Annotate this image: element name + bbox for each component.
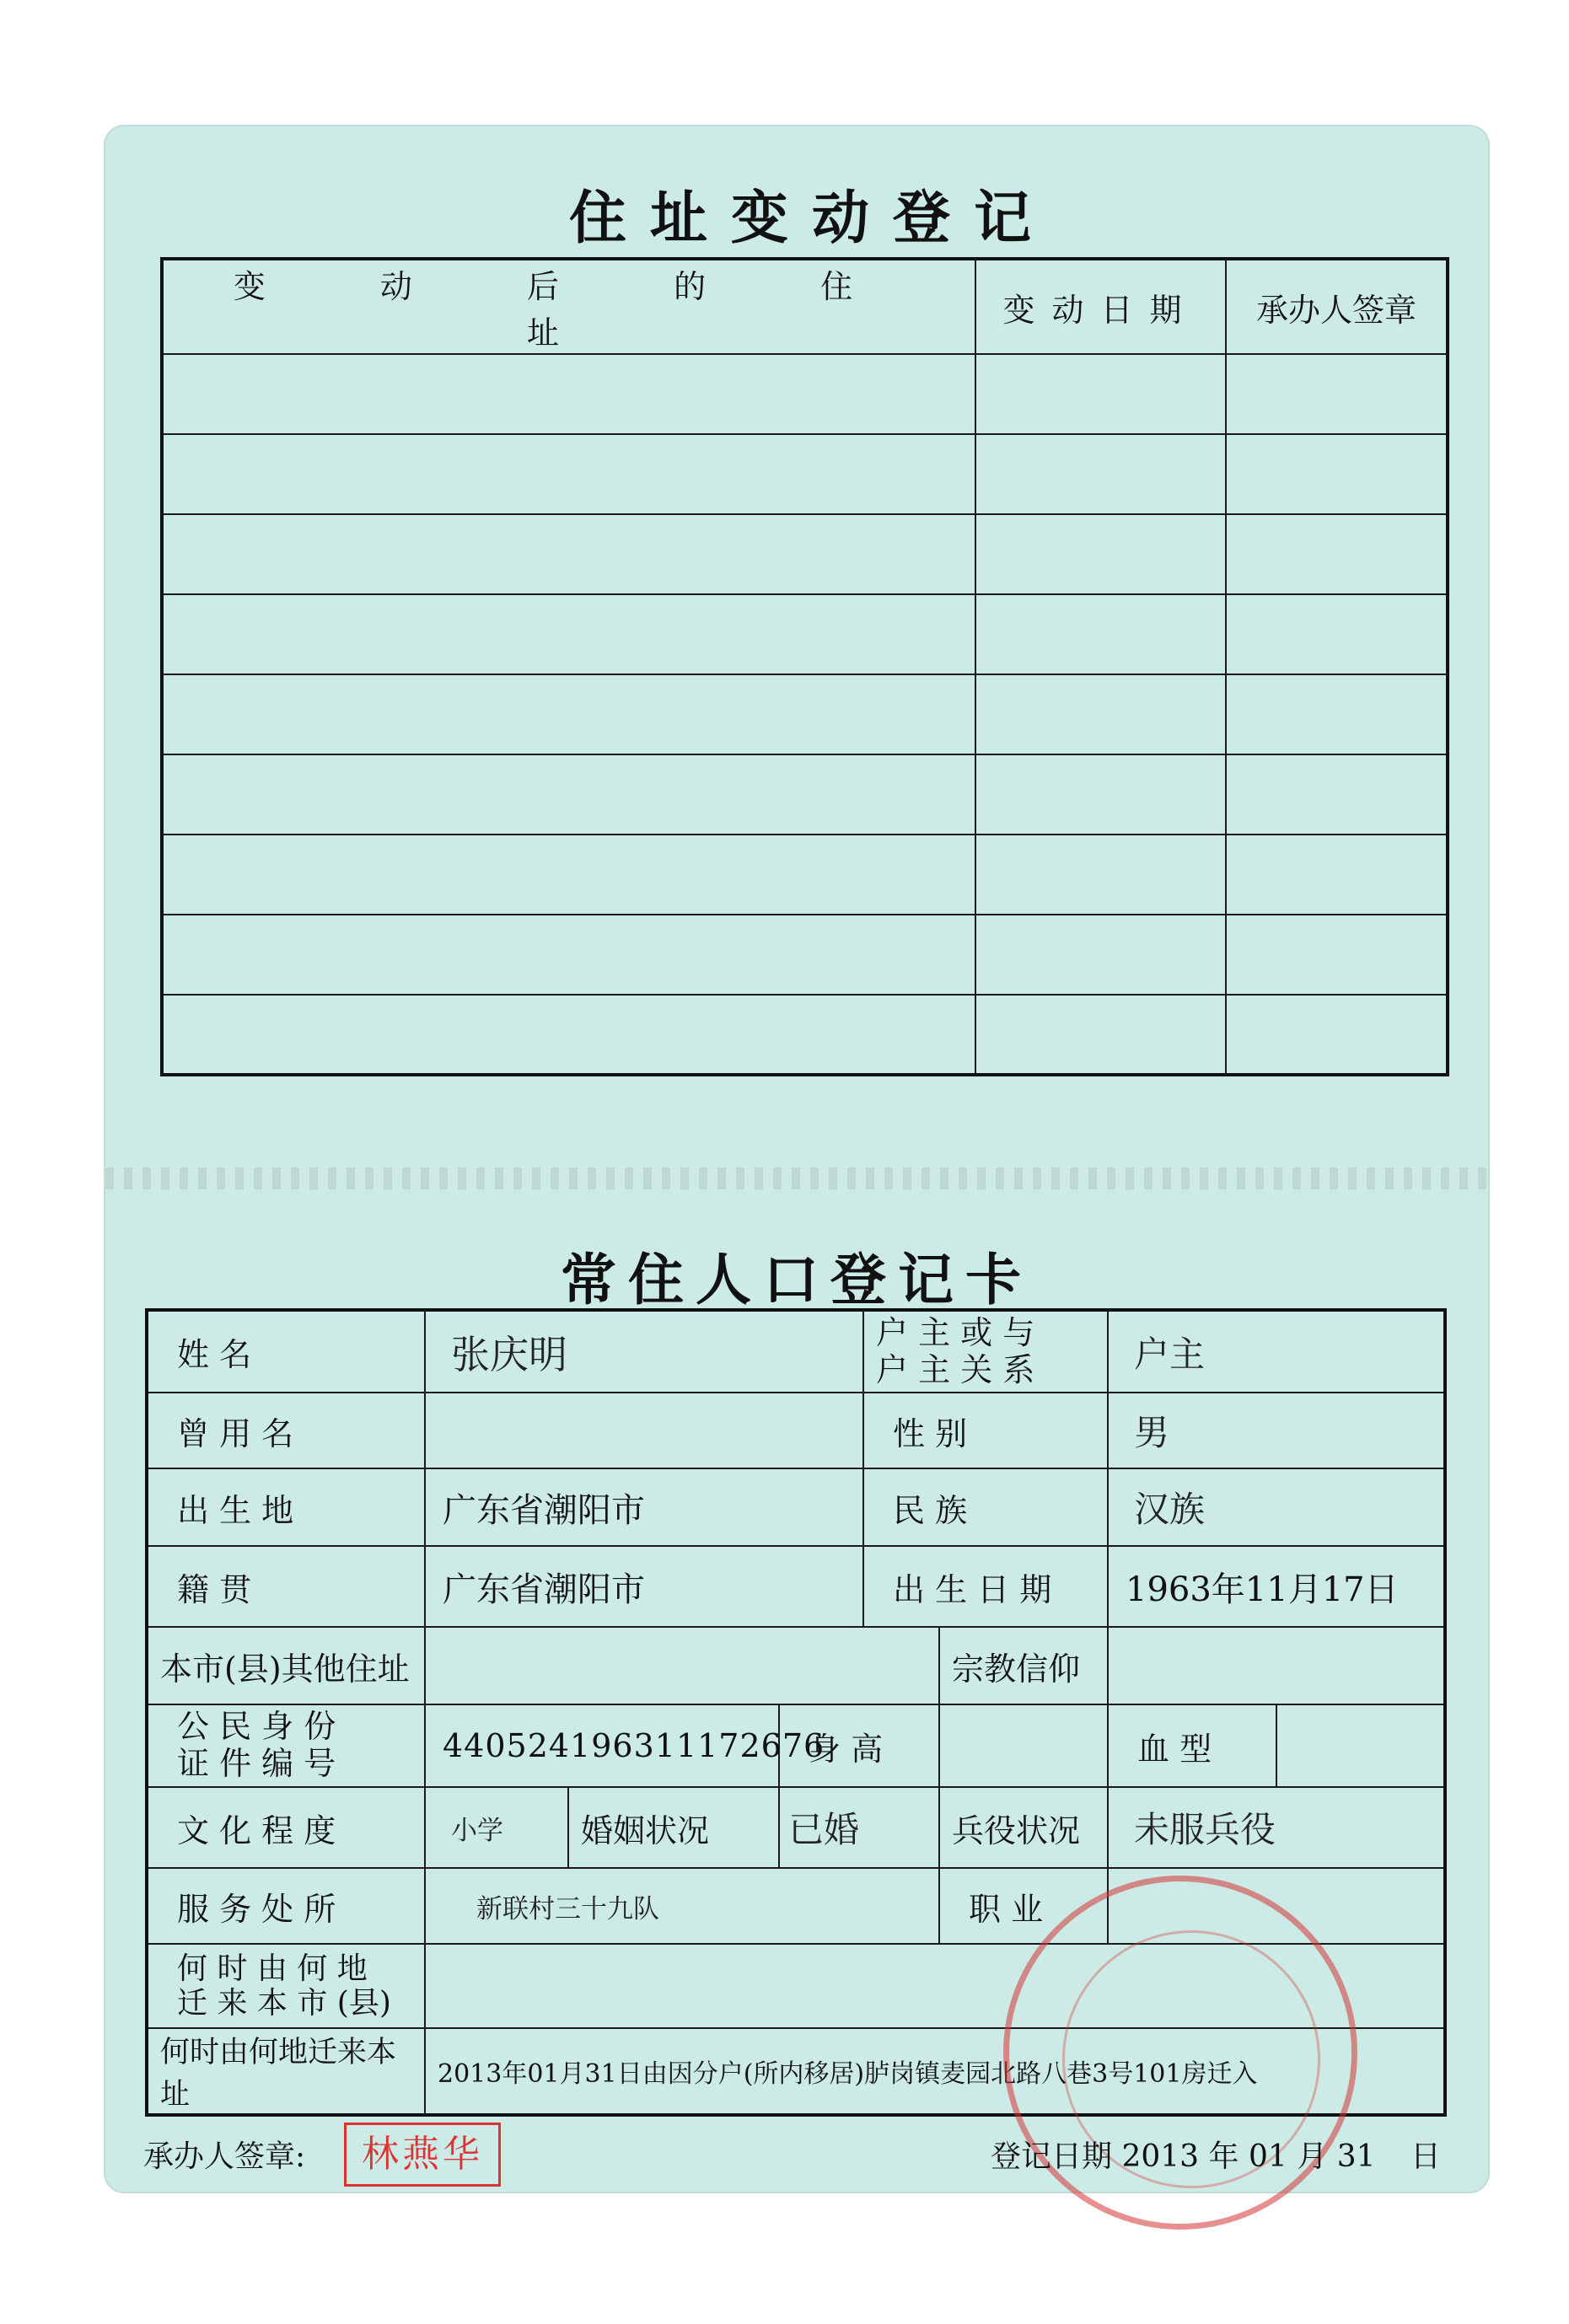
date-cell[interactable] bbox=[975, 835, 1226, 915]
reg-year: 2013 bbox=[1121, 2139, 1200, 2174]
date-cell[interactable] bbox=[975, 995, 1226, 1075]
label-native-place: 籍 贯 bbox=[147, 1546, 425, 1627]
address-cell[interactable] bbox=[162, 674, 975, 754]
signer-cell[interactable] bbox=[1226, 995, 1448, 1075]
signer-cell[interactable] bbox=[1226, 514, 1448, 594]
label-moved-here: 何时由何地迁来本址 bbox=[147, 2028, 425, 2115]
label-military: 兵役状况 bbox=[939, 1787, 1108, 1868]
value-height[interactable] bbox=[939, 1704, 1108, 1787]
date-cell[interactable] bbox=[975, 354, 1226, 434]
value-id-number[interactable]: 440524196311172676 bbox=[425, 1704, 779, 1787]
page-fold bbox=[105, 1167, 1488, 1189]
value-relation[interactable]: 户主 bbox=[1108, 1310, 1445, 1393]
value-blood-type[interactable] bbox=[1276, 1704, 1445, 1787]
signer-cell[interactable] bbox=[1226, 434, 1448, 514]
col-change-date: 变动日期 bbox=[975, 259, 1226, 354]
signer-cell[interactable] bbox=[1226, 674, 1448, 754]
signer-cell[interactable] bbox=[1226, 594, 1448, 674]
address-cell[interactable] bbox=[162, 594, 975, 674]
reg-day-suffix: 日 bbox=[1410, 2139, 1442, 2174]
label-birthplace: 出 生 地 bbox=[147, 1468, 425, 1546]
value-birth-date[interactable]: 1963年11月17日 bbox=[1108, 1546, 1445, 1627]
reg-month-suffix: 月 bbox=[1297, 2139, 1328, 2174]
reg-date-label: 登记日期 bbox=[991, 2139, 1113, 2174]
value-moved-here[interactable]: 2013年01月31日由因分户(所内移居)胪岗镇麦园北路八巷3号101房迁入 bbox=[425, 2028, 1445, 2115]
card-title: 常住人口登记卡 bbox=[561, 1247, 1033, 1312]
address-cell[interactable] bbox=[162, 434, 975, 514]
signer-cell[interactable] bbox=[1226, 754, 1448, 835]
registration-date bbox=[991, 2133, 1441, 2176]
label-marital: 婚姻状况 bbox=[568, 1787, 779, 1868]
label-religion: 宗教信仰 bbox=[939, 1627, 1108, 1704]
date-cell[interactable] bbox=[975, 434, 1226, 514]
signer-seal: 林燕华 bbox=[344, 2123, 501, 2187]
address-change-table bbox=[160, 257, 1449, 1076]
label-sex: 性 别 bbox=[863, 1393, 1108, 1468]
reg-day: 31 bbox=[1336, 2139, 1376, 2174]
label-other-address: 本市(县)其他住址 bbox=[147, 1627, 425, 1704]
address-cell[interactable] bbox=[162, 514, 975, 594]
value-name[interactable]: 张庆明 bbox=[425, 1310, 863, 1393]
signer-cell[interactable] bbox=[1226, 835, 1448, 915]
label-occupation: 职 业 bbox=[939, 1868, 1108, 1944]
signer-label: 承办人签章: bbox=[143, 2139, 306, 2174]
label-moved-city: 何 时 由 何 地 迁 来 本 市 (县) bbox=[147, 1944, 425, 2028]
signer-cell[interactable] bbox=[1226, 915, 1448, 995]
value-religion[interactable] bbox=[1108, 1627, 1445, 1704]
value-education[interactable]: 小学 bbox=[425, 1787, 568, 1868]
value-ethnicity[interactable]: 汉族 bbox=[1108, 1468, 1445, 1546]
date-cell[interactable] bbox=[975, 915, 1226, 995]
value-other-address[interactable] bbox=[425, 1627, 939, 1704]
date-cell[interactable] bbox=[975, 594, 1226, 674]
label-relation: 户 主 或 与 户 主 关 系 bbox=[863, 1310, 1108, 1393]
reg-year-suffix: 年 bbox=[1208, 2139, 1239, 2174]
reg-month: 01 bbox=[1249, 2139, 1287, 2174]
label-former-name: 曾 用 名 bbox=[147, 1393, 425, 1468]
label-education: 文 化 程 度 bbox=[147, 1787, 425, 1868]
label-workplace: 服 务 处 所 bbox=[147, 1868, 425, 1944]
date-cell[interactable] bbox=[975, 514, 1226, 594]
label-ethnicity: 民 族 bbox=[863, 1468, 1108, 1546]
label-id-number: 公 民 身 份 证 件 编 号 bbox=[147, 1704, 425, 1787]
address-cell[interactable] bbox=[162, 754, 975, 835]
value-marital[interactable]: 已婚 bbox=[779, 1787, 939, 1868]
label-height: 身 高 bbox=[779, 1704, 939, 1787]
date-cell[interactable] bbox=[975, 674, 1226, 754]
value-native-place[interactable]: 广东省潮阳市 bbox=[425, 1546, 863, 1627]
address-change-title: 住址变动登记 bbox=[569, 185, 1056, 252]
value-former-name[interactable] bbox=[425, 1393, 863, 1468]
value-birthplace[interactable]: 广东省潮阳市 bbox=[425, 1468, 863, 1546]
address-cell[interactable] bbox=[162, 915, 975, 995]
label-name: 姓 名 bbox=[147, 1310, 425, 1393]
value-military[interactable]: 未服兵役 bbox=[1108, 1787, 1445, 1868]
label-blood-type: 血 型 bbox=[1108, 1704, 1276, 1787]
address-cell[interactable] bbox=[162, 354, 975, 434]
col-signer: 承办人签章 bbox=[1226, 259, 1448, 354]
value-workplace[interactable]: 新联村三十九队 bbox=[425, 1868, 939, 1944]
col-new-address: 变 动 后 的 住 址 bbox=[162, 259, 975, 354]
date-cell[interactable] bbox=[975, 754, 1226, 835]
label-birth-date: 出 生 日 期 bbox=[863, 1546, 1108, 1627]
address-cell[interactable] bbox=[162, 995, 975, 1075]
value-sex[interactable]: 男 bbox=[1108, 1393, 1445, 1468]
signer-cell[interactable] bbox=[1226, 354, 1448, 434]
address-cell[interactable] bbox=[162, 835, 975, 915]
